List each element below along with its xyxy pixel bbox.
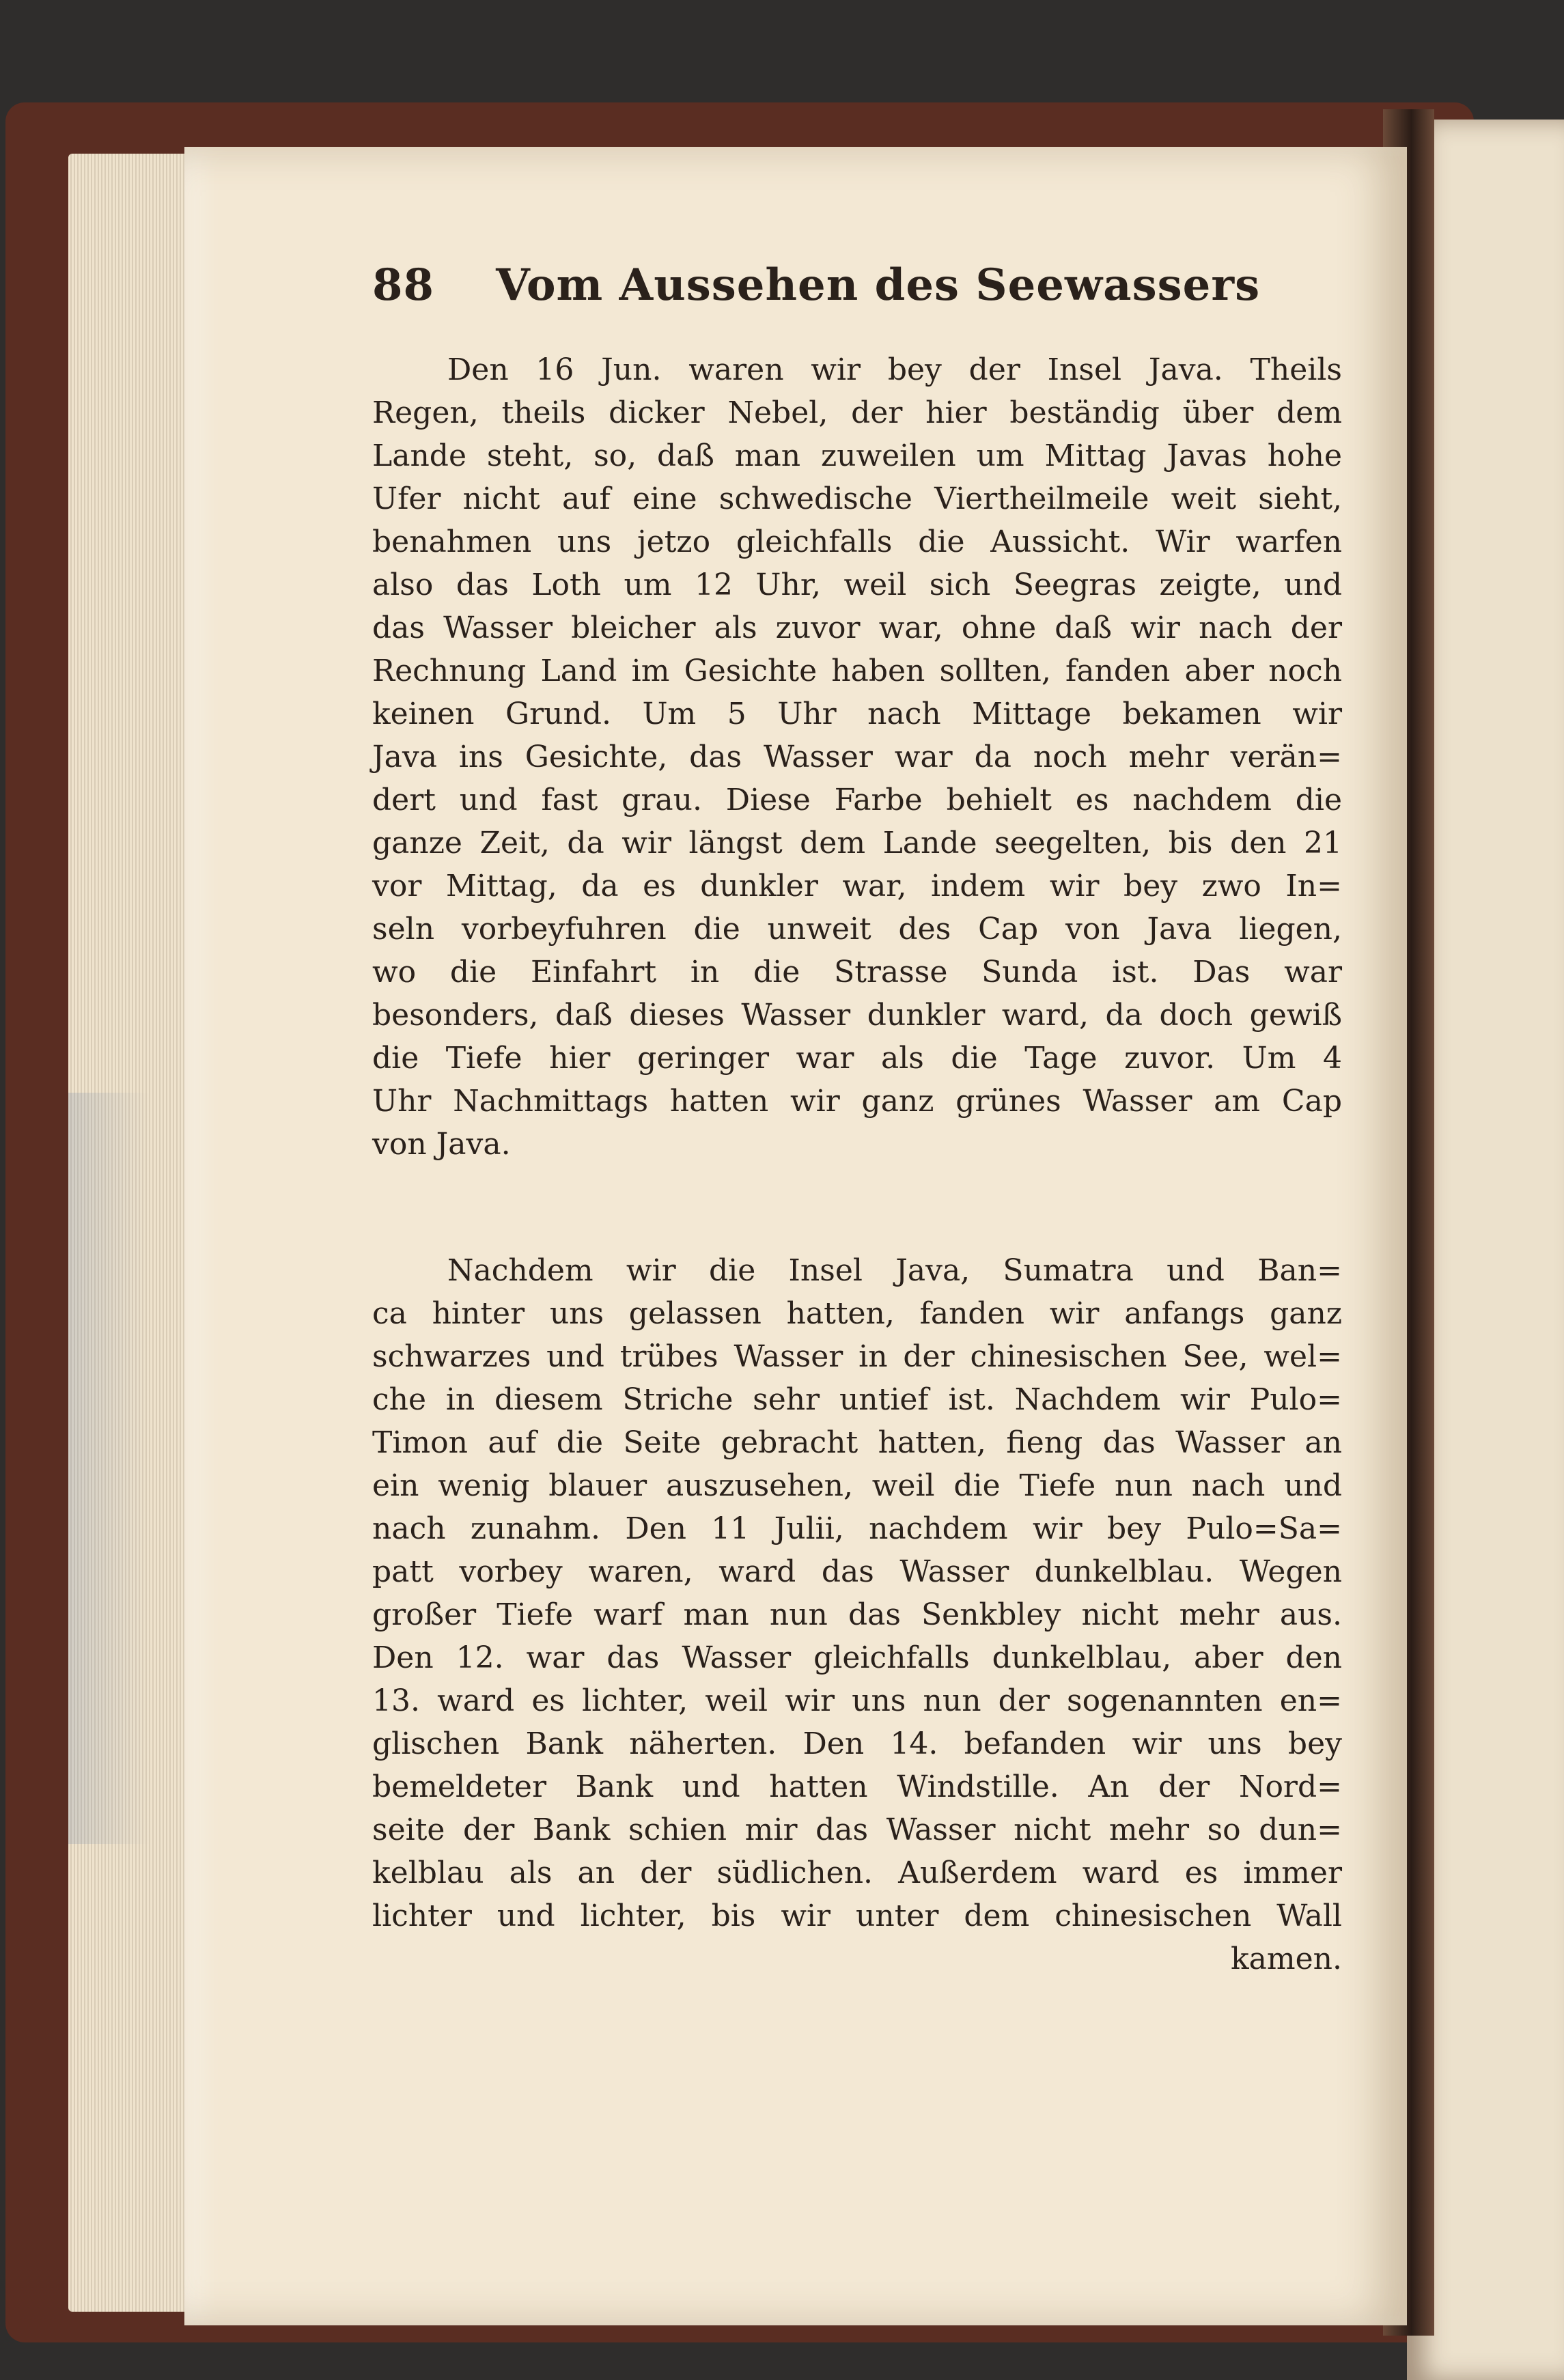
text-line: also das Loth um 12 Uhr, weil sich Seegras zeigte, und (372, 568, 1342, 602)
page-edges-tint (68, 1093, 150, 1844)
text-line: das Wasser bleicher als zuvor war, ohne daß wir nach der (372, 611, 1342, 645)
text-line: che in diesem Striche sehr untief ist. Nachdem wir Pulo= (372, 1382, 1342, 1417)
text-line: seite der Bank schien mir das Wasser nicht mehr so dun= (372, 1812, 1342, 1847)
paragraph-1 (372, 348, 1342, 1166)
text-line: wo die Einfahrt in die Strasse Sunda ist. Das war (372, 955, 1342, 990)
text-line: Den 16 Jun. waren wir bey der Insel Java. Theils (447, 352, 1342, 387)
text-line: ganze Zeit, da wir längst dem Lande seegelten, bis den 21 (372, 826, 1342, 860)
text-line: dert und fast grau. Diese Farbe behielt es nachdem die (372, 783, 1342, 817)
text-line: glischen Bank näherten. Den 14. befanden wir uns bey (372, 1726, 1342, 1761)
text-line: Den 12. war das Wasser gleichfalls dunkelblau, aber den (372, 1640, 1342, 1675)
text-line: Nachdem wir die Insel Java, Sumatra und Ban= (447, 1253, 1342, 1288)
text-line: seln vorbeyfuhren die unweit des Cap von Java liegen, (372, 912, 1342, 947)
text-line: kamen. (1231, 1942, 1342, 1976)
running-title: Vom Aussehen des Seewassers (496, 260, 1261, 311)
text-line: 13. ward es lichter, weil wir uns nun der sogenannten en= (372, 1683, 1342, 1718)
text-line: patt vorbey waren, ward das Wasser dunkelblau. Wegen (372, 1554, 1342, 1589)
text-line: schwarzes und trübes Wasser in der chinesischen See, wel= (372, 1339, 1342, 1374)
text-line: von Java. (372, 1127, 511, 1162)
page-number: 88 (372, 260, 435, 311)
running-head (372, 260, 1342, 348)
text-line: Timon auf die Seite gebracht hatten, fieng das Wasser an (372, 1425, 1342, 1460)
text-line: kelblau als an der südlichen. Außerdem ward es immer (372, 1856, 1342, 1890)
text-line: ein wenig blauer auszusehen, weil die Tiefe nun nach und (372, 1468, 1342, 1503)
text-line: Regen, theils dicker Nebel, der hier beständig über dem (372, 395, 1342, 430)
text-line: großer Tiefe warf man nun das Senkbley nicht mehr aus. (372, 1597, 1342, 1632)
text-line: bemeldeter Bank und hatten Windstille. An der Nord= (372, 1769, 1342, 1804)
text-line: benahmen uns jetzo gleichfalls die Aussicht. Wir warfen (372, 524, 1342, 559)
text-line: vor Mittag, da es dunkler war, indem wir bey zwo In= (372, 869, 1342, 904)
text-line: Ufer nicht auf eine schwedische Viertheilmeile weit sieht, (372, 481, 1342, 516)
page-text (372, 260, 1342, 1980)
text-line: Lande steht, so, daß man zuweilen um Mittag Javas hohe (372, 438, 1342, 473)
text-line: die Tiefe hier geringer war als die Tage zuvor. Um 4 (372, 1041, 1342, 1076)
text-line: nach zunahm. Den 11 Julii, nachdem wir bey Pulo=Sa= (372, 1511, 1342, 1546)
text-line: Rechnung Land im Gesichte haben sollten, fanden aber noch (372, 654, 1342, 688)
text-line: Java ins Gesichte, das Wasser war da noch mehr verän= (372, 740, 1342, 774)
text-line: Uhr Nachmittags hatten wir ganz grünes Wasser am Cap (372, 1084, 1342, 1119)
paragraph-2 (372, 1249, 1342, 1980)
text-line: lichter und lichter, bis wir unter dem chinesischen Wall (372, 1899, 1342, 1933)
text-line: ca hinter uns gelassen hatten, fanden wir anfangs ganz (372, 1296, 1342, 1331)
text-line: besonders, daß dieses Wasser dunkler ward, da doch gewiß (372, 998, 1342, 1033)
text-line: keinen Grund. Um 5 Uhr nach Mittage bekamen wir (372, 697, 1342, 731)
paragraph-spacer (372, 1166, 1342, 1249)
